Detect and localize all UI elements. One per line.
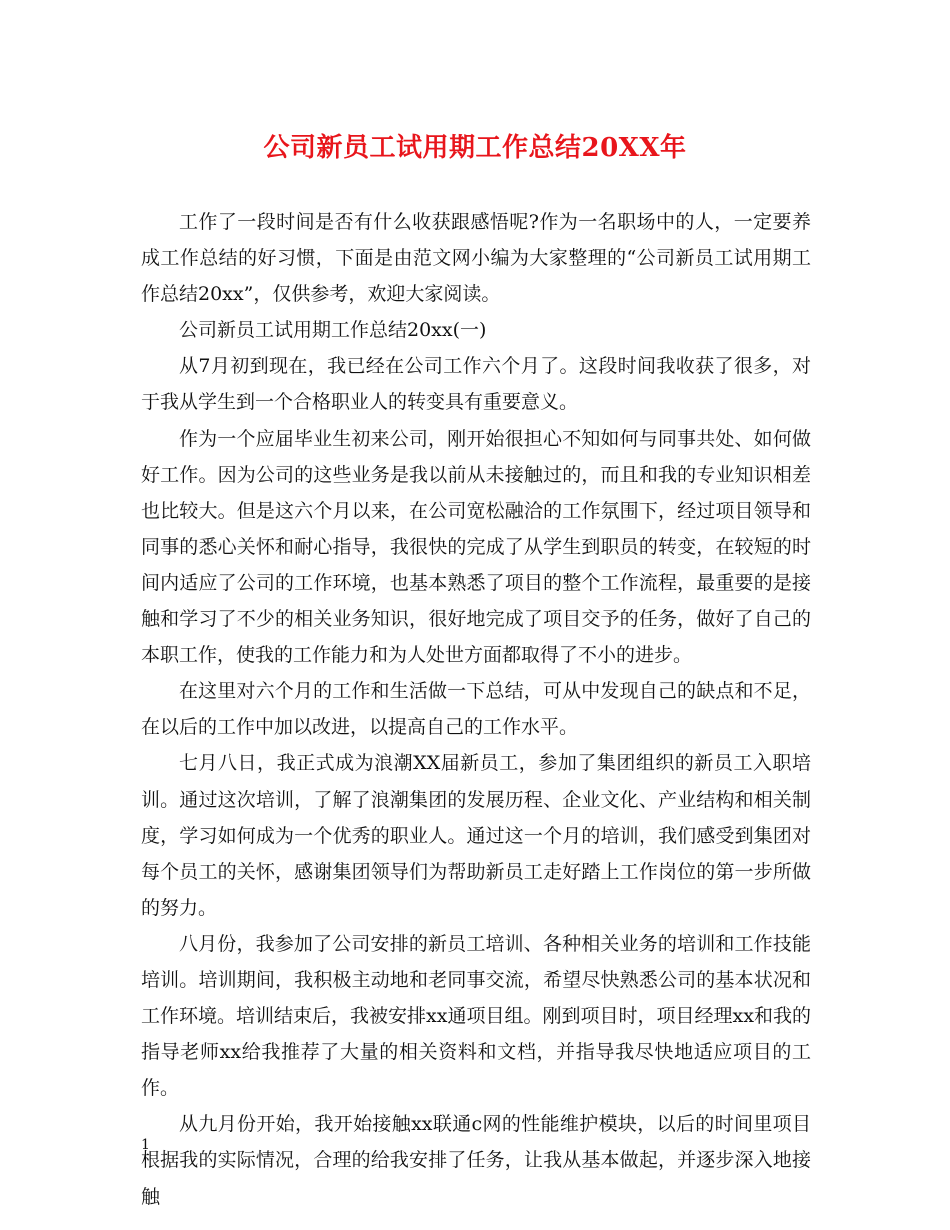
- paragraph: 七月八日，我正式成为浪潮XX届新员工，参加了集团组织的新员工入职培训。通过这次培训，了解了浪潮集团的发展历程、企业文化、产业结构和相关制度，学习如何成为一个优秀的职业人。通过这一个月的培训，我们感受到集团对每个员工的关怀，感谢集团领导们为帮助新员工走好踏上工作岗位的第一步所做的努力。: [141, 752, 811, 919]
- document-body: [141, 204, 811, 1215]
- document-title: 公司新员工试用期工作总结20XX年: [263, 133, 687, 163]
- paragraph-intro: 工作了一段时间是否有什么收获跟感悟呢?作为一名职场中的人，一定要养成工作总结的好习惯，下面是由范文网小编为大家整理的“公司新员工试用期工作总结20xx”，仅供参考，欢迎大家阅读。: [141, 211, 811, 306]
- paragraph: 在这里对六个月的工作和生活做一下总结，可从中发现自己的缺点和不足，在以后的工作中加以改进，以提高自己的工作水平。: [141, 680, 811, 739]
- section-heading: 公司新员工试用期工作总结20xx(一): [179, 319, 487, 342]
- paragraph: 从九月份开始，我开始接触xx联通c网的性能维护模块，以后的时间里项目根据我的实际情况，合理的给我安排了任务，让我从基本做起，并逐步深入地接触: [141, 1113, 811, 1208]
- paragraph: 作为一个应届毕业生初来公司，刚开始很担心不知如何与同事共处、如何做好工作。因为公司的这些业务是我以前从未接触过的，而且和我的专业知识相差也比较大。但是这六个月以来，在公司宽松融洽的工作氛围下，经过项目领导和同事的悉心关怀和耐心指导，我很快的完成了从学生到职员的转变，在较短的时间内适应了公司的工作环境，也基本熟悉了项目的整个工作流程，最重要的是接触和学习了不少的相关业务知识，很好地完成了项目交予的任务，做好了自己的本职工作，使我的工作能力和为人处世方面都取得了不小的进步。: [141, 427, 811, 667]
- page-number: 1: [141, 1137, 150, 1153]
- paragraph: 从7月初到现在，我已经在公司工作六个月了。这段时间我收获了很多，对于我从学生到一个合格职业人的转变具有重要意义。: [141, 355, 811, 414]
- paragraph: 八月份，我参加了公司安排的新员工培训、各种相关业务的培训和工作技能培训。培训期间，我积极主动地和老同事交流，希望尽快熟悉公司的基本状况和工作环境。培训结束后，我被安排xx通项目组。刚到项目时，项目经理xx和我的指导老师xx给我推荐了大量的相关资料和文档，并指导我尽快地适应项目的工作。: [141, 932, 811, 1100]
